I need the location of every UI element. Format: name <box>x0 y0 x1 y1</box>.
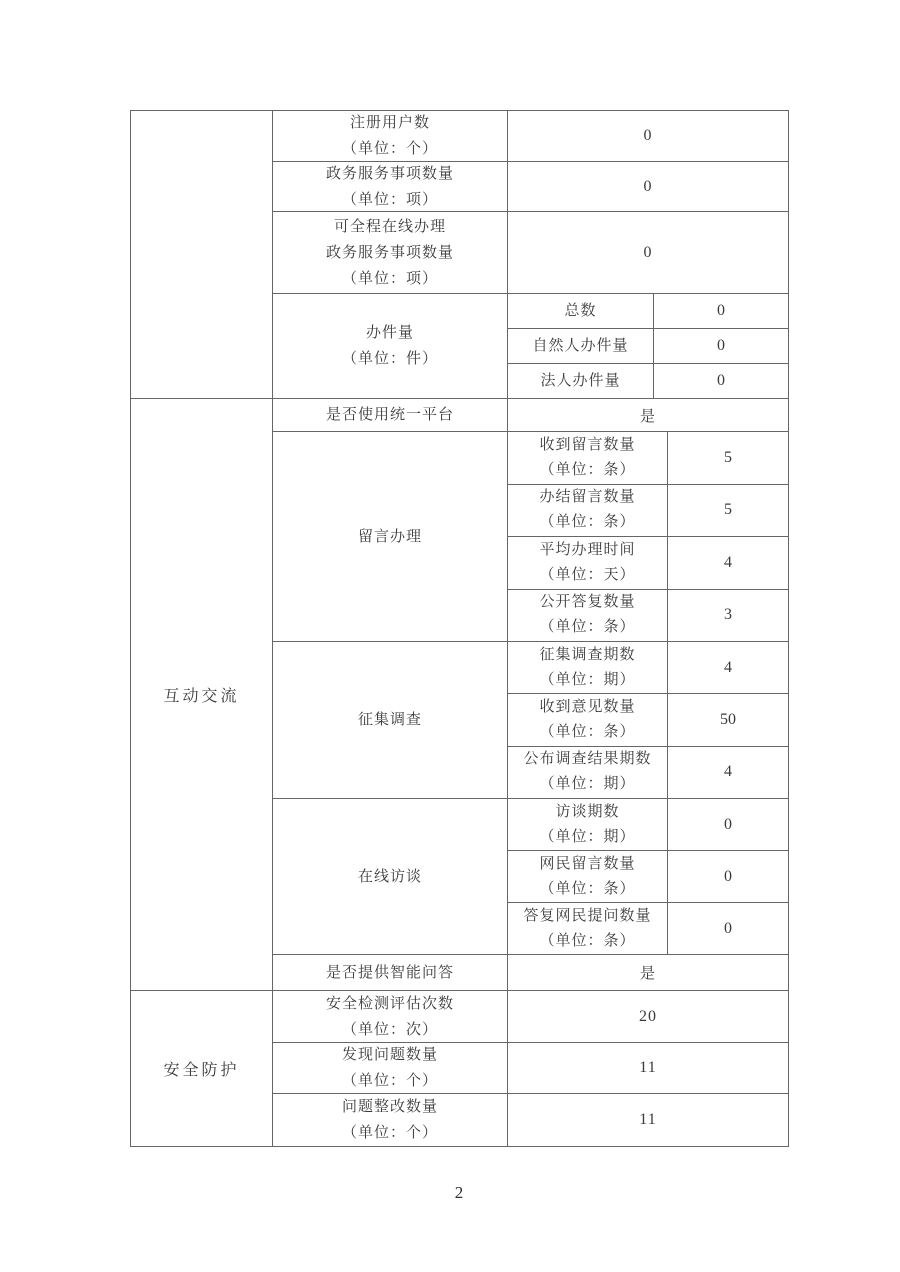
value-cell: 4 <box>724 658 732 676</box>
sub-label-cell <box>508 432 668 484</box>
table-subrow <box>508 432 788 485</box>
table-subrow <box>508 799 788 851</box>
category-cell: 互动交流 <box>131 399 273 990</box>
sub-unit: （单位：条） <box>539 723 636 740</box>
page-number: 2 <box>454 1183 464 1202</box>
row-label: 办件量 <box>365 325 414 341</box>
sub-label-cell <box>508 329 654 363</box>
sub-label: 收到留言数量 <box>539 436 636 453</box>
section-rows <box>273 111 788 398</box>
row-label-cell <box>273 294 508 398</box>
table-row-group <box>273 642 788 799</box>
table-subrow <box>508 485 788 538</box>
sub-label: 总数 <box>564 302 597 319</box>
row-unit: （单位：个） <box>341 141 438 157</box>
value-cell: 20 <box>639 1007 657 1025</box>
sub-label-cell <box>508 747 668 798</box>
value-cell: 4 <box>724 763 732 781</box>
category-cell: 安全防护 <box>131 991 273 1146</box>
value-cell: 0 <box>717 302 725 319</box>
row-label-cell <box>273 955 508 990</box>
row-label-cell <box>273 1094 508 1146</box>
row-label-cell <box>273 111 508 161</box>
sub-label-cell <box>508 799 668 850</box>
value-cell: 5 <box>724 501 732 519</box>
value-cell: 11 <box>639 1111 657 1128</box>
sub-label: 网民留言数量 <box>539 855 636 872</box>
value-cell: 0 <box>717 337 725 354</box>
table-row <box>273 1043 788 1094</box>
sub-label: 收到意见数量 <box>539 698 636 715</box>
table-row <box>273 212 788 294</box>
sub-unit: （单位：期） <box>539 828 636 845</box>
row-label: 政务服务事项数量 <box>325 165 454 182</box>
sub-unit: （单位：条） <box>539 932 636 949</box>
row-label-cell <box>273 799 508 954</box>
sub-label: 公布调查结果期数 <box>523 751 652 768</box>
table-subrow <box>508 851 788 903</box>
row-label-cell <box>273 212 508 293</box>
value-cell: 50 <box>720 710 736 728</box>
row-unit: （单位：个） <box>341 1125 438 1141</box>
value-cell: 11 <box>639 1059 657 1076</box>
row-label-cell <box>273 399 508 431</box>
table-section-interaction <box>131 399 788 991</box>
row-label: 问题整改数量 <box>341 1099 438 1115</box>
table-section-service <box>131 111 788 399</box>
row-label: 留言办理 <box>357 528 422 545</box>
category-cell <box>131 111 273 398</box>
sub-label-cell <box>508 364 654 398</box>
sub-label: 自然人办件量 <box>532 337 629 354</box>
annual-report-table <box>130 110 789 1147</box>
row-label: 注册用户数 <box>349 115 430 131</box>
table-row <box>273 991 788 1043</box>
row-label-cell <box>273 642 508 798</box>
row-unit: （单位：件） <box>341 351 438 367</box>
row-label: 是否提供智能问答 <box>325 964 454 981</box>
row-unit: （单位：项） <box>341 270 438 287</box>
row-unit: （单位：次） <box>341 1021 438 1038</box>
table-row <box>273 399 788 432</box>
row-unit: （单位：个） <box>341 1073 438 1089</box>
table-row-group <box>273 294 788 398</box>
sub-label: 公开答复数量 <box>539 594 636 611</box>
row-label: 在线访谈 <box>357 868 422 885</box>
row-label: 安全检测评估次数 <box>325 995 454 1012</box>
row-label: 是否使用统一平台 <box>325 407 454 423</box>
table-subrow <box>508 537 788 590</box>
table-subrow <box>508 294 788 329</box>
value-cell: 5 <box>724 448 732 466</box>
row-label-cell <box>273 991 508 1042</box>
table-subrow <box>508 329 788 364</box>
sub-unit: （单位：期） <box>539 776 636 793</box>
sub-label: 法人办件量 <box>540 372 621 389</box>
sub-label: 答复网民提问数量 <box>523 907 652 924</box>
subrows <box>508 294 788 398</box>
table-subrow <box>508 747 788 798</box>
table-row <box>273 955 788 990</box>
section-rows <box>273 991 788 1146</box>
row-label-cell <box>273 432 508 641</box>
row-label-cell <box>273 1043 508 1093</box>
table-section-security <box>131 991 788 1146</box>
table-row-group <box>273 432 788 642</box>
table-row-group <box>273 799 788 955</box>
table-subrow <box>508 590 788 642</box>
table-subrow <box>508 364 788 398</box>
sub-label: 办结留言数量 <box>539 489 636 506</box>
value-cell: 4 <box>724 553 732 571</box>
value-cell: 0 <box>643 177 653 195</box>
sub-label-cell <box>508 694 668 745</box>
value-cell: 0 <box>643 127 653 144</box>
sub-label: 访谈期数 <box>555 803 620 820</box>
sub-unit: （单位：条） <box>539 461 636 478</box>
sub-unit: （单位：期） <box>539 671 636 688</box>
value-cell: 3 <box>724 606 732 624</box>
value-cell: 0 <box>643 243 653 261</box>
value-cell: 0 <box>717 372 725 389</box>
table-subrow <box>508 903 788 954</box>
sub-unit: （单位：条） <box>539 514 636 531</box>
row-unit: （单位：项） <box>341 191 438 208</box>
row-label: 征集调查 <box>357 712 422 728</box>
sub-label-cell <box>508 642 668 693</box>
sub-label-cell <box>508 537 668 589</box>
sub-label-cell <box>508 485 668 537</box>
table-subrow <box>508 642 788 694</box>
row-label: 发现问题数量 <box>341 1047 438 1063</box>
sub-label: 征集调查期数 <box>539 646 636 663</box>
subrows <box>508 432 788 641</box>
row-label: 政务服务事项数量 <box>325 244 454 261</box>
table-row <box>273 162 788 212</box>
subrows <box>508 642 788 798</box>
value-cell: 0 <box>724 867 732 885</box>
sub-unit: （单位：天） <box>539 566 636 583</box>
sub-label-cell <box>508 294 654 328</box>
value-cell: 是 <box>639 966 656 982</box>
sub-label: 平均办理时间 <box>539 541 636 558</box>
value-cell: 0 <box>724 919 732 937</box>
value-cell: 0 <box>724 815 732 833</box>
subrows <box>508 799 788 954</box>
row-label: 可全程在线办理 <box>333 218 446 235</box>
sub-unit: （单位：条） <box>539 619 636 636</box>
table-subrow <box>508 694 788 746</box>
sub-label-cell <box>508 903 668 954</box>
table-row <box>273 1094 788 1146</box>
table-row <box>273 111 788 162</box>
sub-unit: （单位：条） <box>539 880 636 897</box>
sub-label-cell <box>508 851 668 902</box>
section-rows <box>273 399 788 990</box>
value-cell: 是 <box>639 408 656 425</box>
row-label-cell <box>273 162 508 211</box>
sub-label-cell <box>508 590 668 642</box>
